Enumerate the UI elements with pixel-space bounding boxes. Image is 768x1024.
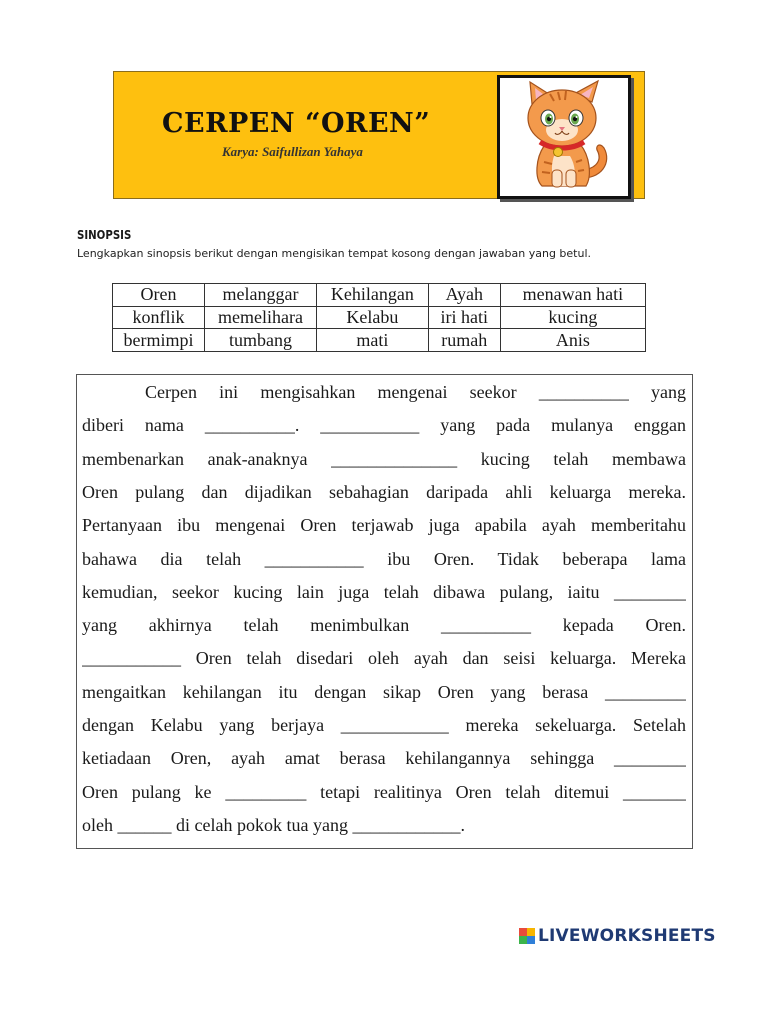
passage-line: yang akhirnya telah menimbulkan __________ kepada Oren.	[82, 615, 686, 636]
passage-line: Oren pulang ke _________ tetapi realitinya Oren telah ditemui _______	[82, 781, 686, 802]
liveworksheets-logo	[519, 925, 716, 947]
word-bank-row	[113, 284, 646, 307]
logo-square	[519, 936, 527, 944]
passage-line: Pertanyaan ibu mengenai Oren terjawab juga apabila ayah memberitahu	[82, 515, 686, 536]
title-banner	[113, 71, 645, 199]
passage-box	[76, 374, 693, 849]
passage-line: membenarkan anak-anaknya ______________ kucing telah membawa	[82, 448, 686, 469]
logo-square	[527, 936, 535, 944]
orange-kitten-illustration-icon	[500, 78, 628, 196]
sinopsis-heading: SINOPSIS	[77, 228, 132, 242]
word-bank-cell: konflik	[113, 306, 205, 329]
word-bank-cell: rumah	[428, 329, 500, 352]
cat-image-frame	[497, 75, 631, 199]
story-title: CERPEN “OREN”	[162, 108, 431, 139]
passage-line: Oren pulang dan dijadikan sebahagian daripada ahli keluarga mereka.	[82, 481, 686, 502]
passage-line: Cerpen ini mengisahkan mengenai seekor __________ yang	[145, 382, 686, 402]
word-bank-table	[112, 283, 646, 352]
story-author: Karya: Saifullizan Yahaya	[222, 144, 363, 159]
word-bank-cell: iri hati	[428, 306, 500, 329]
word-bank-cell: bermimpi	[113, 329, 205, 352]
word-bank-cell: menawan hati	[500, 284, 645, 307]
passage-line: dengan Kelabu yang berjaya ____________ mereka sekeluarga. Setelah	[82, 715, 686, 735]
word-bank-cell: Ayah	[428, 284, 500, 307]
logo-square	[519, 928, 527, 936]
word-bank-cell: tumbang	[205, 329, 317, 352]
word-bank-cell: Kehilangan	[316, 284, 428, 307]
passage-line: mengaitkan kehilangan itu dengan sikap Oren yang berasa _________	[82, 681, 686, 702]
logo-square	[527, 928, 535, 936]
passage-line: kemudian, seekor kucing lain juga telah dibawa pulang, iaitu ________	[82, 581, 686, 602]
logo-text: LIVEWORKSHEETS	[538, 926, 716, 946]
passage-line: diberi nama __________. ___________ yang pada mulanya enggan	[82, 415, 686, 436]
word-bank-cell: Anis	[500, 329, 645, 352]
word-bank-cell: Oren	[113, 284, 205, 307]
word-bank-cell: kucing	[500, 306, 645, 329]
liveworksheets-logo-icon	[519, 928, 535, 944]
word-bank-cell: memelihara	[205, 306, 317, 329]
word-bank-cell: melanggar	[205, 284, 317, 307]
word-bank-cell: Kelabu	[316, 306, 428, 329]
passage-line: bahawa dia telah ___________ ibu Oren. Tidak beberapa lama	[82, 548, 686, 569]
word-bank-cell: mati	[316, 329, 428, 352]
passage-line: ___________ Oren telah disedari oleh ayah dan seisi keluarga. Mereka	[82, 648, 686, 669]
passage-line: oleh ______ di celah pokok tua yang ____________.	[82, 814, 465, 835]
word-bank-row	[113, 329, 646, 352]
passage-line: ketiadaan Oren, ayah amat berasa kehilangannya sehingga ________	[82, 748, 686, 769]
word-bank-row	[113, 306, 646, 329]
instruction-text: Lengkapkan sinopsis berikut dengan mengisikan tempat kosong dengan jawaban yang betul.	[77, 247, 592, 260]
